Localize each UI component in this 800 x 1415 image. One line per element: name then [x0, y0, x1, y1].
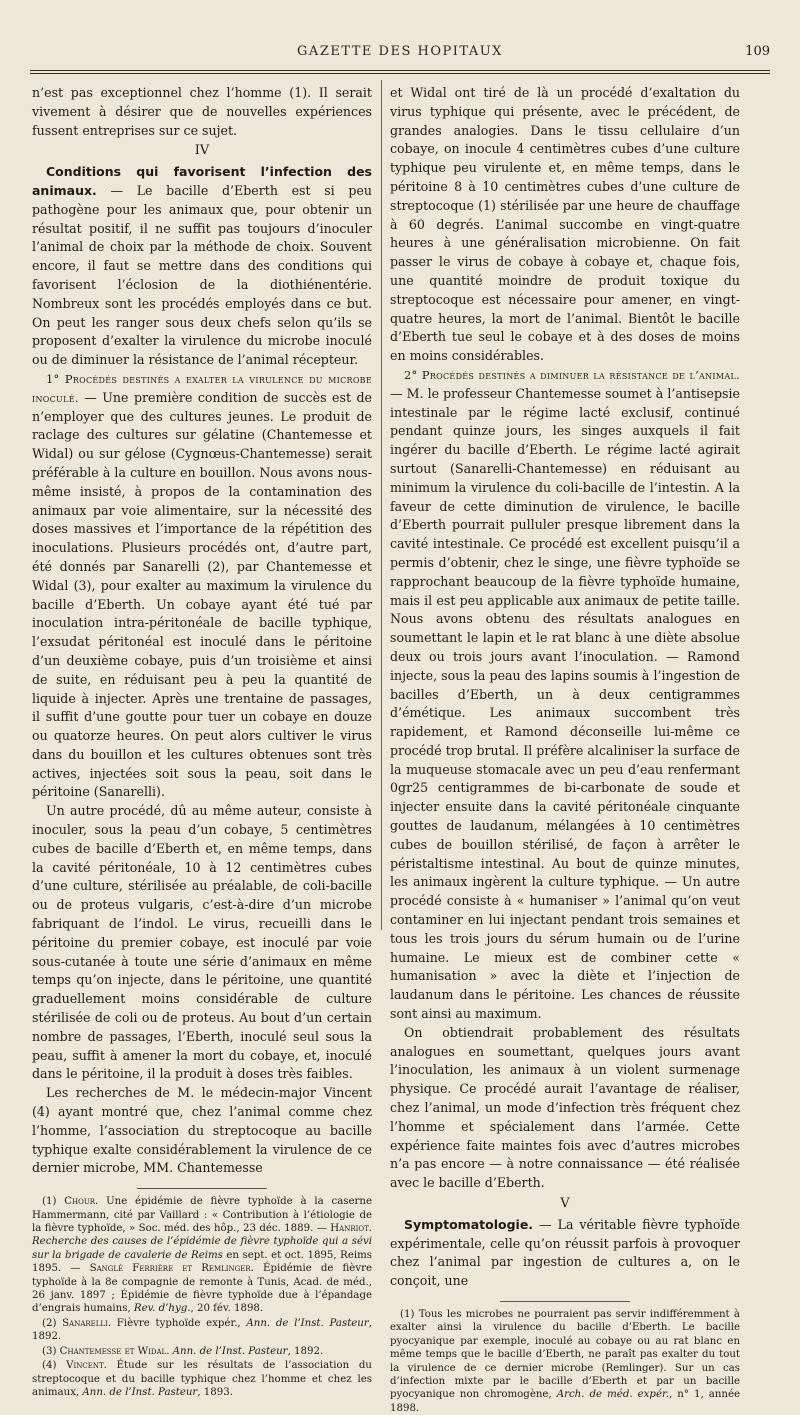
subsection-heading: 1° Procédés destinés a exalter la virulence du microbe inoculé.	[32, 371, 372, 405]
section-number-iv: IV	[194, 143, 210, 159]
paragraph: 2° Procédés destinés a diminuer la résistance de l’animal. — M. le professeur Chantemesse soumet à l’antisepsie intestinale par le régime lacté exclusif, continué pendant quinze jours, les singes auxquels il fait ingérer du bacille d’Eberth. Le régime lacté agirait surtout (Sanarelli-Chantemesse) en réduisant au minimum la virulence du coli-bacille de l’intestin. A la faveur de cette diminution de virulence, le bacille d’Eberth pourrait pulluler presque librement dans la cavité intestinale. Ce procédé est excellent puisqu’il a permis d’obtenir, chez le singe, une fièvre typhoïde se rapprochant beaucoup de la fièvre typhoïde humaine, mais il est peu applicable aux animaux de petite taille. Nous avons obtenu des résultats analogues en soumettant le lapin et le rat blanc à une diète absolue deux ou trois jours avant l’inoculation. — Ramond injecte, sous la peau des lapins soumis à l’ingestion de bacilles d’Eberth, un à deux centigrammes d’émétique. Les animaux succombent très rapidement, et Ramond déconseille lui-même ce procédé trop brutal. Il préfère alcaliniser la surface de la muqueuse stomacale avec un peu d’eau renfermant 0gr25 centigrammes de bi-carbonate de soude et injecter ensuite dans la cavité péritonéale cinquante gouttes de laudanum, mélangées à 10 centimètres cubes de bouillon stérilisé, de façon à arrêter le péristaltisme intestinal. Au bout de quinze minutes, les animaux ingèrent la culture typhique. — Un autre procédé consiste à « humaniser » l’animal qu’on veut contaminer en lui injectant pendant trois semaines et tous les trois jours du sérum humain ou de l’urine humaine. Le mieux est de combiner cette « humanisation » avec la diète et l’injection de laudanum dans le péritoine. Les chances de réussite sont ainsi au maximum.	[390, 367, 740, 1022]
footnote-3: (3) Chantemesse et Widal. Ann. de l’Inst. Pasteur, 1892.	[42, 1345, 324, 1357]
paragraph: et Widal ont tiré de là un procédé d’exaltation du virus typhique qui présente, avec le précédent, de grandes analogies. Dans le tissu cellulaire d’un cobaye, on inocule 4 centimètres cubes d’une culture typhique peu virulente et, en même temps, dans le péritoine 8 à 10 centimètres cubes d’une culture de streptocoque (1) stérilisée par une heure de chauffage à 60 degrés. L’animal succombe en vingt-quatre heures à une généralisation microbienne. On fait passer le virus de cobaye à cobaye et, chaque fois, une quantité moindre de produit toxique du streptocoque est nécessaire pour amener, en vingt-quatre heures, la mort de l’animal. Bientôt le bacille d’Eberth tue seul le cobaye et à des doses de moins en moins considérables.	[390, 85, 740, 364]
footnote-rule	[137, 1188, 267, 1189]
header-rule-double	[30, 73, 770, 74]
page-number: 109	[745, 44, 770, 59]
paragraph: Symptomatologie. — La véritable fièvre typhoïde expérimentale, celle qu’on réussit parfois à provoquer chez l’animal par ingestion de cultures a, on le conçoit, une	[390, 1216, 740, 1289]
right-column	[390, 84, 740, 1415]
paragraph: Les recherches de M. le médecin-major Vincent (4) ayant montré que, chez l’animal comme chez l’homme, l’association du streptocoque au bacille typhique exalte considérablement la virulence de ce dernier microbe, MM. Chantemesse	[32, 1085, 372, 1176]
footnote-4: (4) Vincent. Étude sur les résultats de l’association du streptocoque et du bacille typhique chez l’homme et chez les animaux, Ann. de l’Inst. Pasteur, 1893.	[32, 1360, 372, 1398]
paragraph: n’est pas exceptionnel chez l’homme (1). Il serait vivement à désirer que de nouvelles expériences fussent entreprises sur ce sujet.	[32, 85, 372, 138]
section-heading: Conditions qui favorisent l’infection des animaux.	[32, 164, 372, 198]
section-number-v: V	[560, 1196, 570, 1212]
header-rule	[30, 70, 770, 71]
subsection-heading: 2° Procédés destinés a diminuer la résistance de l’animal.	[404, 367, 740, 382]
footnote-2: (2) Sanarelli. Fièvre typhoïde expér., Ann. de l’Inst. Pasteur, 1892.	[32, 1317, 372, 1343]
running-header	[30, 44, 770, 64]
footnote-rule	[500, 1301, 630, 1302]
left-column	[32, 84, 372, 1399]
paragraph: 1° Procédés destinés a exalter la virulence du microbe inoculé. — Une première condition de succès est de n’employer que des cultures jeunes. Le produit de raclage des cultures sur gélatine (Chantemesse et Widal) ou sur gélose (Cygnœus-Chantemesse) serait préférable à la culture en bouillon. Nous avons nous-même insisté, à propos de la contamination des animaux par voie alimentaire, sur la nécessité des doses massives et l’importance de la répétition des inoculations. Plusieurs procédés ont, d’autre part, été donnés par Sanarelli (2), par Chantemesse et Widal (3), pour exalter au maximum la virulence du bacille d’Eberth. Un cobaye ayant été tué par inoculation intra-péritonéale de bacille typhique, l’exsudat péritonéal est inoculé dans le péritoine d’un deuxième cobaye, puis d’un troisième et ainsi de suite, en réduisant peu à peu la quantité de liquide à injecter. Après une trentaine de passages, il suffit d’une goutte pour tuer un cobaye en douze ou quatorze heures. On peut alors cultiver le virus dans du bouillon et les cultures obtenues sont très actives, injectées soit sous la peau, soit dans le péritoine (Sanarelli).	[32, 371, 372, 800]
footnote-1: (1) Chour. Une épidémie de fièvre typhoïde à la caserne Hammermann, cité par Vaillard : « Contribution à l’étiologie de la fièvre typhoïde, » Soc. méd. des hôp., 23 déc. 1889. — Hanriot. Recherche des causes de l’épidémie de fièvre typhoïde qui a sévi sur la brigade de cavalerie de Reims en sept. et oct. 1895, Reims 1895. — Sanglé Ferrière et Remlinger. Épidémie de fièvre typhoïde à la 8e compagnie de remonte à Tunis, Acad. de méd., 26 janv. 1897 ; Épidémie de fièvre typhoïde due à l’épandage d’engrais humains, Rev. d’hyg., 20 fév. 1898.	[32, 1196, 372, 1315]
section-heading: Symptomatologie.	[404, 1216, 534, 1232]
journal-title: GAZETTE DES HOPITAUX	[297, 44, 503, 59]
column-divider	[381, 80, 382, 930]
paragraph: Conditions qui favorisent l’infection des animaux. — Le bacille d’Eberth est si peu pathogène pour les animaux que, pour obtenir un résultat positif, il ne suffit pas toujours d’inoculer l’animal de choix par la méthode de choix. Souvent encore, il faut se mettre dans des conditions qui favorisent l’éclosion de la diothiénentérie. Nombreux sont les procédés employés dans ce but. On peut les ranger sous deux chefs selon qu’ils se proposent d’exalter la virulence du microbe inoculé ou de diminuer la résistance de l’animal récepteur.	[32, 164, 372, 368]
footnote-1-right: (1) Tous les microbes ne pourraient pas servir indifféremment à exalter ainsi la virulence du bacille d’Eberth. Le bacille pyocyanique par exemple, inoculé au cobaye ou au rat blanc en même temps que le bacille d’Eberth, ne paraît pas exalter du tout la virulence de ce dernier microbe (Remlinger). Sur un cas d’infection mixte par le bacille d’Eberth et par un bacille pyocyanique non chromogène, Arch. de méd. expér., n° 1, année 1898.	[390, 1309, 740, 1414]
paragraph: On obtiendrait probablement des résultats analogues en soumettant, quelques jours avant l’inoculation, les animaux à un violent surmenage physique. Ce procédé aurait l’avantage de réaliser, chez l’animal, un mode d’infection très fréquent chez l’homme et spécialement dans l’armée. Cette expérience faite maintes fois avec d’autres microbes n’a pas encore — à notre connaissance — été réalisée avec le bacille d’Eberth.	[390, 1024, 740, 1191]
paragraph: Un autre procédé, dû au même auteur, consiste à inoculer, sous la peau d’un cobaye, 5 centimètres cubes de bacille d’Eberth et, en même temps, dans la cavité péritonéale, 10 à 12 centimètres cubes d’une culture, stérilisée au préalable, de coli-bacille ou de proteus vulgaris, c’est-à-dire d’un microbe fabriquant de l’indol. Le virus, recueilli dans le péritoine du premier cobaye, est inoculé par voie sous-cutanée à toute une série d’animaux en même temps qu’on injecte, dans le péritoine, une quantité graduellement moins considérable de culture stérilisée de coli ou de proteus. Au bout d’un certain nombre de passages, l’Eberth, inoculé seul sous la peau, suffit à amener la mort du cobaye, et, inoculé dans le péritoine, il la produit à doses très faibles.	[32, 803, 372, 1082]
